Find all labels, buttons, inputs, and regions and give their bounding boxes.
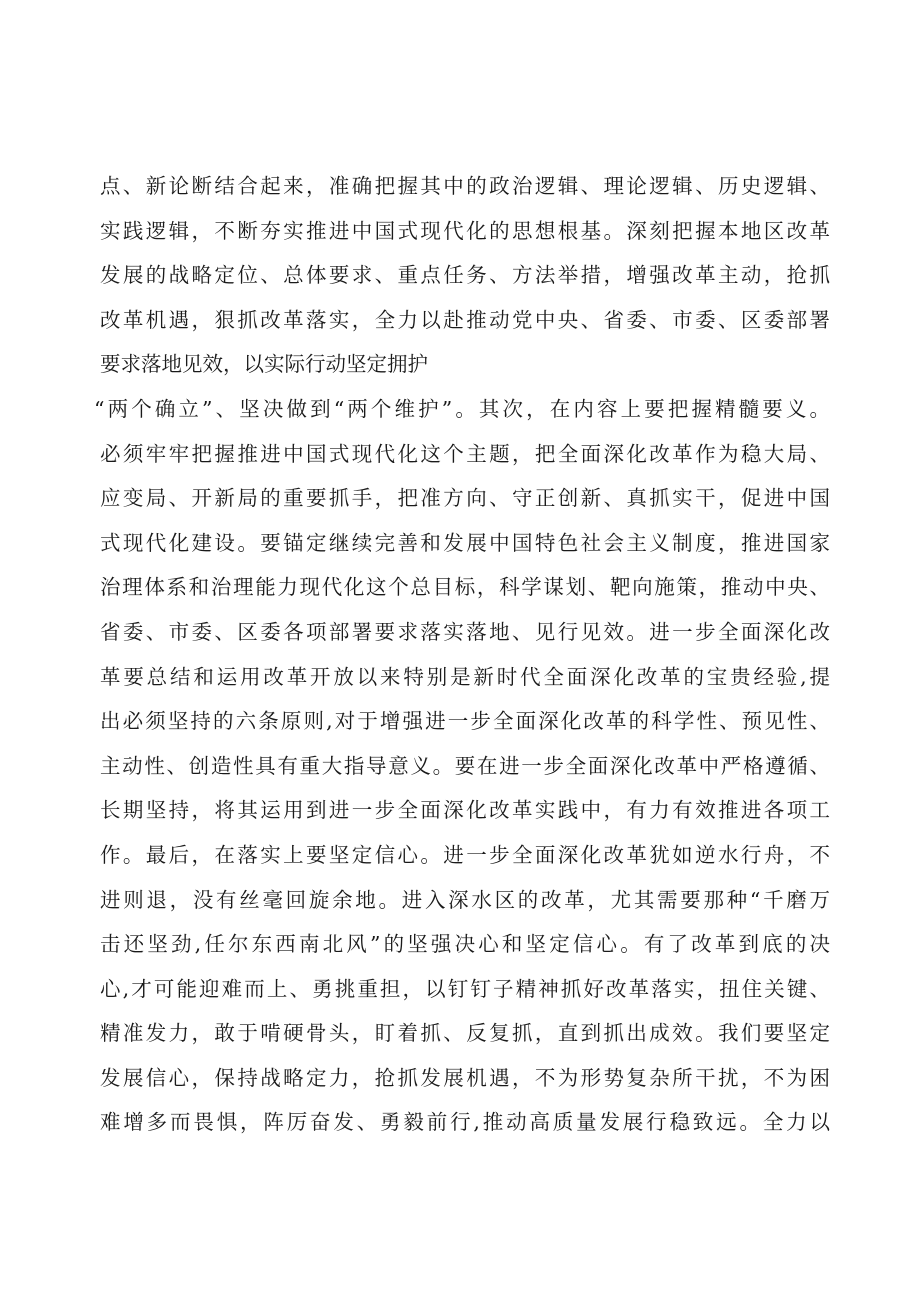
text-line: 击还坚劲,任尔东西南北风”的坚强决心和坚定信心。有了改革到底的决 — [100, 932, 830, 957]
text-line: 出必须坚持的六条原则,对于增强进一步全面深化改革的科学性、预见性、 — [100, 709, 830, 734]
text-line: 发展信心，保持战略定力，抢抓发展机遇，不为形势复杂所干扰，不为困 — [100, 1065, 830, 1090]
text-line: 长期坚持，将其运用到进一步全面深化改革实践中，有力有效推进各项工 — [100, 798, 830, 823]
text-line: “两个确立”、坚决做到“两个维护”。其次，在内容上要把握精髓要义。 — [94, 396, 830, 421]
text-line: 改革机遇，狠抓改革落实，全力以赴推动党中央、省委、市委、区委部署 — [100, 307, 830, 332]
text-line: 要求落地见效，以实际行动坚定拥护 — [100, 352, 428, 377]
text-line: 难增多而畏惧，阵厉奋发、勇毅前行,推动高质量发展行稳致远。全力以 — [100, 1110, 830, 1135]
text-line: 点、新论断结合起来，准确把握其中的政治逻辑、理论逻辑、历史逻辑、 — [100, 174, 830, 198]
text-line: 必须牢牢把握推进中国式现代化这个主题，把全面深化改革作为稳大局、 — [100, 441, 830, 466]
text-line: 主动性、创造性具有重大指导意义。要在进一步全面深化改革中严格遵循、 — [100, 753, 830, 778]
body-text — [94, 164, 830, 1145]
text-line: 进则退，没有丝毫回旋余地。进入深水区的改革，尤其需要那种“千磨万 — [100, 887, 830, 912]
text-line: 实践逻辑，不断夯实推进中国式现代化的思想根基。深刻把握本地区改革 — [100, 218, 830, 243]
text-line: 心,才可能迎难而上、勇挑重担，以钉钉子精神抓好改革落实，扭住关键、 — [100, 976, 830, 1001]
text-line: 作。最后，在落实上要坚定信心。进一步全面深化改革犹如逆水行舟，不 — [100, 842, 830, 867]
text-line: 省委、市委、区委各项部署要求落实落地、见行见效。进一步全面深化改 — [100, 619, 830, 644]
text-line: 式现代化建设。要锚定继续完善和发展中国特色社会主义制度，推进国家 — [100, 530, 830, 555]
text-line: 革要总结和运用改革开放以来特别是新时代全面深化改革的宝贵经验,提 — [100, 664, 830, 689]
text-line: 应变局、开新局的重要抓手，把准方向、守正创新、真抓实干，促进中国 — [100, 486, 830, 511]
text-line: 治理体系和治理能力现代化这个总目标，科学谋划、靶向施策，推动中央、 — [100, 575, 830, 600]
text-line: 发展的战略定位、总体要求、重点任务、方法举措，增强改革主动，抢抓 — [100, 263, 830, 288]
text-line: 精准发力，敢于啃硬骨头，盯着抓、反复抓，直到抓出成效。我们要坚定 — [100, 1021, 830, 1046]
